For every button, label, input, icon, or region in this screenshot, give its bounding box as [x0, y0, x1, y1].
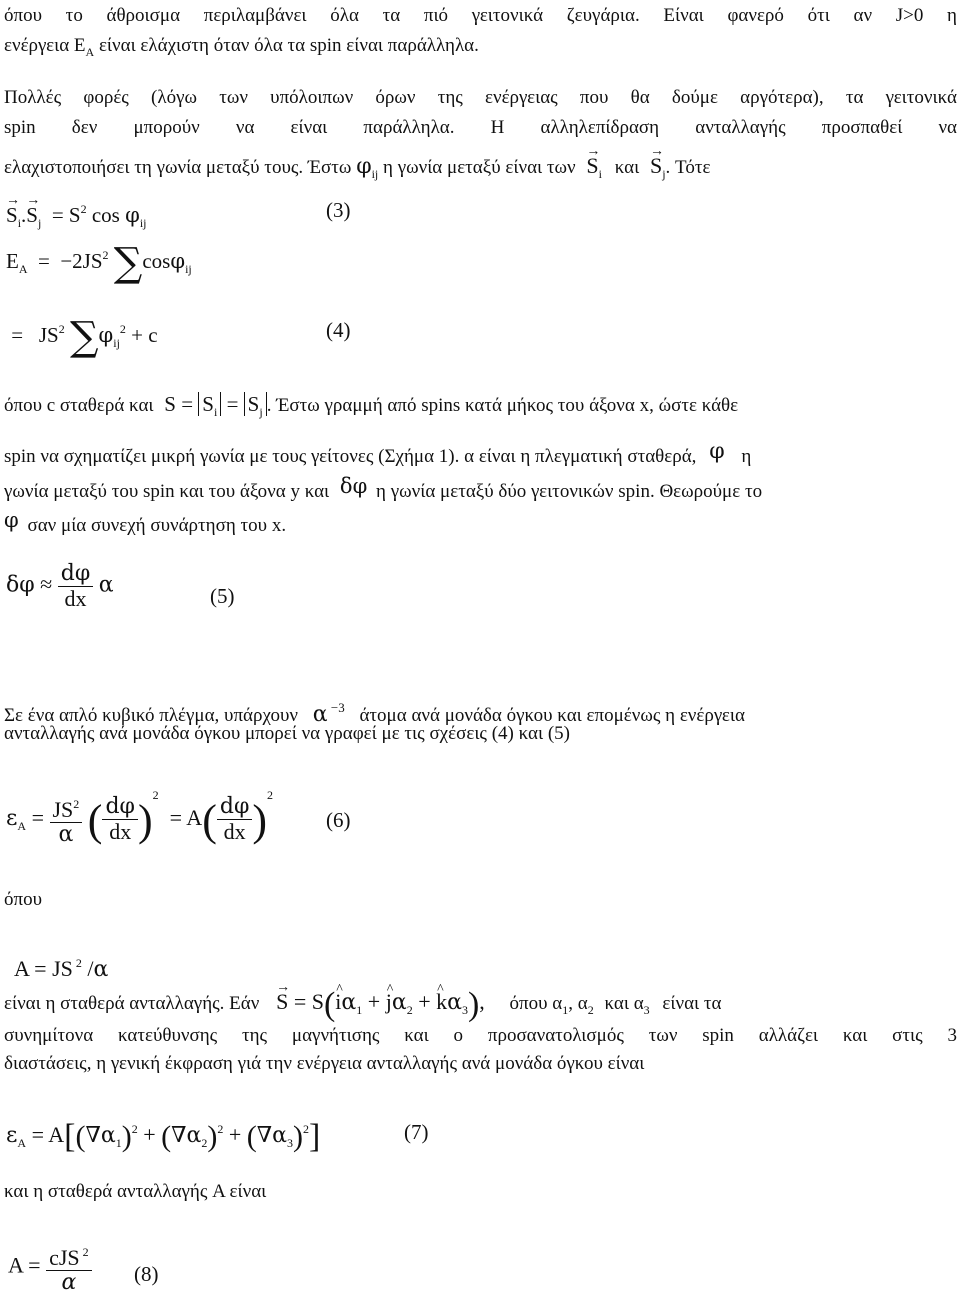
equation-3: → $S_i.\to S_j = S^2$ $\cos \varphi_{ij}$ — [6, 196, 146, 236]
paragraph-5-line-2: συνημίτονα κατεύθυνσης της μαγνήτισης και ο προσανατολισμός των spin αλλάζει και στις 3 — [4, 1025, 957, 1046]
equation-a-definition: A = JS $^2$ /α — [14, 956, 109, 982]
paragraph-4-line-1: Σε ένα απλό κυβικό πλέγμα, υπάρχουν α $^{-3}$ άτομα ανά μονάδα όγκου και επομένως η ενέργεια — [4, 700, 745, 727]
paragraph-1-line-1: όπου το άθροισμα περιλαμβάνει όλα τα πιό γειτονικά ζευγάρια. Είναι φανερό ότι αν J>0 η — [4, 5, 957, 26]
equation-4-number: (4) — [326, 318, 351, 342]
paragraph-3-line-1: όπου c σταθερά και $S = S_i = S_j$ . Έστω γραμμή από spins κατά μήκος του άξονα x, ώστε κάθε — [4, 392, 739, 419]
paragraph-opou: όπου — [4, 889, 42, 910]
paragraph-2-line-2: spin δεν μπορούν να είναι παράλληλα. Η αλληλεπίδραση ανταλλαγής προσπαθεί να — [4, 117, 957, 138]
equation-8: A = $\frac{cJS ^2}{\alpha}$ — [8, 1240, 92, 1295]
equation-6-number: (6) — [326, 808, 351, 832]
paragraph-3-line-2: spin να σχηματίζει μικρή γωνία με τους γείτονες (Σχήμα 1). α είναι η πλεγματική σταθερά, φ η — [4, 439, 752, 467]
paragraph-1-line-2: ενέργεια $E_A$ είναι ελάχιστη όταν όλα τα spin είναι παράλληλα. — [4, 35, 479, 59]
paragraph-5-line-1: είναι η σταθερά ανταλλαγής. Εάν → S = S(^ $i\alpha_1$ + ^ $j\alpha_2$ + ^ $k\alpha_3$), όπου $\alpha_1$, $\alpha_2$ και $\alpha_3$ είναι τα — [4, 990, 722, 1022]
equation-energy: $E_A = -2JS^2$ ∑cosφ$_{ij}$ — [6, 240, 192, 286]
paragraph-2-line-3: ελαχιστοποιήσει τη γωνία μεταξύ τους. Έστω $\varphi_{ij}$ η γωνία μεταξύ είναι $\tau\omega\nu \to S_i$ $\kappa\alpha\iota \to S_j$. Τότε — [4, 154, 710, 186]
paragraph-3-line-4: φ σαν μία συνεχή συνάρτηση του x. — [4, 508, 287, 536]
paragraph-6-line-1: και η σταθερά ανταλλαγής A είναι — [4, 1181, 267, 1202]
paragraph-3-line-3: γωνία μεταξύ του spin και του άξονα y και δφ η γωνία μεταξύ δύο γειτονικών spin. Θεωρούμε το — [4, 474, 763, 502]
equation-7-number: (7) — [404, 1120, 429, 1144]
equation-5-number: (5) — [210, 584, 235, 608]
equation-4: = $JS^2$ $\sum\varphi_{ij}^2 + c$ — [6, 314, 158, 360]
equation-6: $\varepsilon_A$ = $\frac{JS^2}{\alpha}$ ( $\frac{d\varphi}{dx}$ )$^2$ = A( $\frac{d\varphi}{dx}$ )$^2$ — [6, 788, 274, 848]
equation-3-number: (3) — [326, 198, 351, 222]
equation-7: $\varepsilon_A = A[(\nabla\alpha_1)^2 + (\nabla\alpha_2)^2 + (\nabla\alpha_3)^2]$ — [6, 1118, 321, 1155]
paragraph-2-line-1: Πολλές φορές (λόγω των υπόλοιπων όρων της ενέργειας που θα δούμε αργότερα), τα γειτονικά — [4, 87, 957, 108]
paragraph-4-line-2: ανταλλαγής ανά μονάδα όγκου μπορεί να γραφεί με τις σχέσεις (4) και (5) — [4, 723, 570, 744]
equation-5: δφ ≈ $\frac{d\varphi}{dx}$ α — [6, 561, 114, 611]
equation-8-number: (8) — [134, 1262, 159, 1286]
paragraph-5-line-3: διαστάσεις, η γενική έκφραση γιά την ενέργεια ανταλλαγής ανά μονάδα όγκου είναι — [4, 1053, 645, 1074]
